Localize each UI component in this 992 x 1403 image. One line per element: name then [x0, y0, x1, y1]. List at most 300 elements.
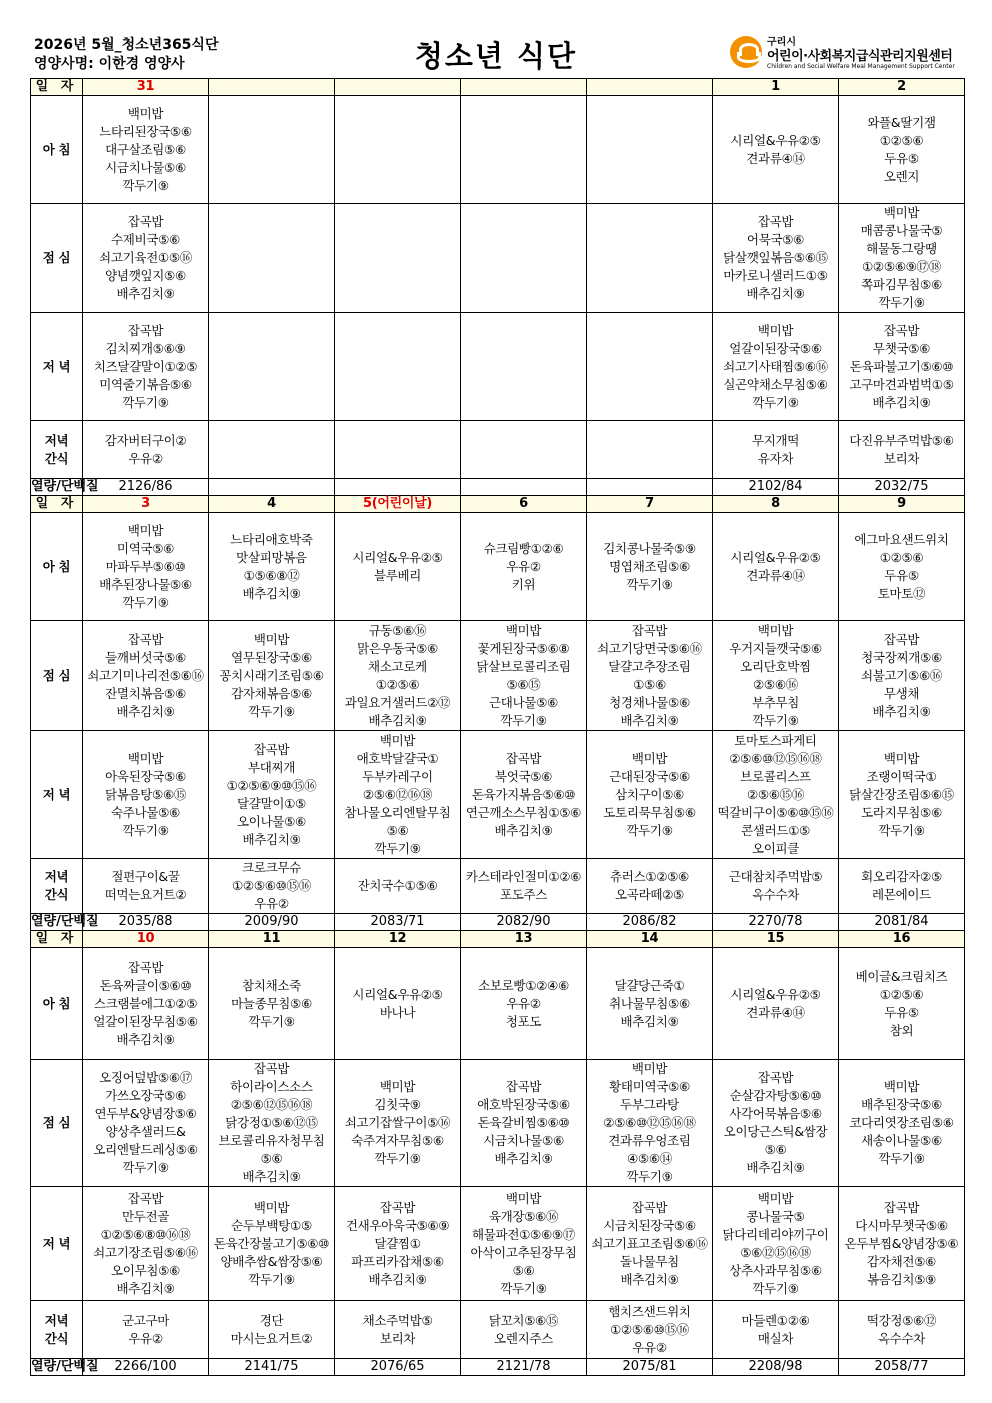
menu-item: 보리차 — [379, 1330, 416, 1346]
menu-subtitle: 2026년 5월_청소년365식단 — [34, 37, 219, 53]
menu-item: 아삭이고추된장무침 — [470, 1244, 577, 1260]
menu-item: 브로콜리유자청무침 — [218, 1133, 325, 1148]
menu-item: 오이당근스틱&쌈장 — [723, 1124, 828, 1139]
date-cell: 3 — [83, 496, 209, 513]
dinner-cell — [587, 731, 713, 859]
dinner-cell — [713, 1187, 839, 1301]
menu-item: 깍두기⑨ — [752, 394, 799, 410]
menu-item: 쇠고기잡쌀구이⑤⑯ — [344, 1115, 451, 1130]
menu-item: ⑤⑥⑮ — [506, 676, 541, 692]
menu-item: 깍두기⑨ — [374, 1151, 421, 1166]
menu-item: 깍두기⑨ — [752, 712, 799, 728]
menu-item: 달걀말이①⑤ — [237, 795, 306, 811]
lunch-cell — [587, 204, 713, 313]
menu-item: 근대참치주먹밥⑤ — [728, 869, 823, 884]
menu-item: 브로콜리스프 — [740, 768, 811, 784]
breakfast-cell — [713, 513, 839, 621]
breakfast-cell — [83, 96, 209, 204]
menu-item: 잡곡밥 — [127, 959, 164, 975]
snack-cell — [461, 421, 587, 479]
date-cell: 4 — [209, 496, 335, 513]
menu-item: 시리얼&우유②⑤ — [730, 986, 821, 1002]
menu-item: 해물동그랑땡 — [866, 241, 937, 256]
menu-item: 명엽채조림⑤⑥ — [609, 558, 690, 574]
menu-item: 깍두기⑨ — [878, 1151, 925, 1166]
menu-item: 마들렌①②⑥ — [741, 1312, 810, 1328]
dinner-label: 저 녁 — [31, 1187, 83, 1301]
breakfast-cell — [587, 96, 713, 204]
breakfast-cell — [587, 948, 713, 1060]
menu-item: 숙주겨자무침⑤⑥ — [351, 1133, 444, 1148]
menu-item: 과일요거샐러드②⑫ — [344, 694, 451, 710]
menu-item: 배추김치⑨ — [620, 1271, 679, 1287]
snack-cell — [461, 859, 587, 914]
date-cell — [209, 79, 335, 96]
breakfast-row — [31, 513, 965, 621]
menu-item: 깍두기⑨ — [500, 1280, 547, 1296]
menu-item: 김칫국⑨ — [374, 1097, 421, 1112]
menu-item: 배추김치⑨ — [368, 1271, 427, 1287]
kcal-cell — [587, 479, 713, 496]
menu-item: ②⑤⑥⑯ — [753, 676, 798, 692]
menu-item: ①②⑤⑥⑨⑩⑮⑯ — [226, 777, 317, 793]
menu-item: 우거지들깻국⑤⑥ — [729, 640, 822, 656]
menu-item: 쪽파김무침⑤⑥ — [861, 277, 942, 292]
date-cell: 14 — [587, 931, 713, 948]
menu-item: 잡곡밥 — [379, 1199, 416, 1215]
kcal-cell — [209, 479, 335, 496]
menu-item: ④⑤⑥⑭ — [627, 1151, 672, 1166]
dinner-cell — [839, 313, 965, 421]
menu-item: 쇠고기사태찜⑤⑥⑯ — [723, 358, 828, 374]
lunch-cell — [83, 204, 209, 313]
lunch-label: 점 심 — [31, 621, 83, 731]
date-cell: 10 — [83, 931, 209, 948]
menu-item: 돈육간장불고기⑤⑥⑩ — [213, 1235, 330, 1251]
kcal-cell: 2076/65 — [335, 1359, 461, 1376]
breakfast-cell — [713, 96, 839, 204]
dinner-cell — [713, 731, 839, 859]
menu-item: ①②⑤⑥⑩⑮⑯ — [232, 878, 311, 893]
menu-item: 견과류④⑭ — [746, 567, 805, 583]
menu-item: 수제비국⑤⑥ — [111, 232, 180, 247]
menu-item: 옥수수차 — [751, 887, 800, 902]
menu-item: 취나물무침⑤⑥ — [609, 995, 690, 1011]
menu-item: 닭살깻잎볶음⑤⑥⑮ — [723, 250, 828, 265]
lunch-cell — [335, 204, 461, 313]
breakfast-cell — [209, 948, 335, 1060]
dinner-cell — [713, 313, 839, 421]
menu-item: 치즈달걀말이①②⑤ — [93, 358, 198, 374]
menu-item: 도토리묵무침⑤⑥ — [603, 804, 696, 820]
snack-label — [31, 421, 83, 479]
menu-item: 실곤약채소무침⑤⑥ — [723, 376, 828, 392]
lunch-cell — [839, 621, 965, 731]
menu-item: 무생채 — [883, 685, 920, 701]
menu-item: 애호박된장국⑤⑥ — [477, 1097, 570, 1112]
lunch-cell — [209, 1060, 335, 1187]
menu-item: 바나나 — [379, 1004, 416, 1020]
menu-item: 시리얼&우유②⑤ — [730, 549, 821, 565]
menu-item: 고구마견과범벅①⑤ — [849, 376, 954, 392]
menu-item: 달걀당근죽① — [614, 977, 685, 993]
menu-item: 잡곡밥 — [631, 622, 668, 638]
menu-item: 블루베리 — [373, 567, 422, 583]
menu-item: 조랭이떡국① — [866, 768, 937, 784]
breakfast-cell — [83, 948, 209, 1060]
dinner-cell — [209, 313, 335, 421]
menu-item: 매실차 — [757, 1330, 794, 1346]
breakfast-cell — [839, 96, 965, 204]
menu-item: 쇠고기당면국⑤⑥⑯ — [597, 640, 702, 656]
dinner-label: 저 녁 — [31, 313, 83, 421]
menu-item: 마파두부⑤⑥⑩ — [105, 558, 186, 574]
menu-item: 돈육짜글이⑤⑥⑩ — [99, 977, 192, 993]
menu-item: 무지개떡 — [751, 432, 800, 448]
breakfast-cell — [83, 513, 209, 621]
menu-item: 오이무침⑤⑥ — [111, 1262, 180, 1278]
menu-item: 백미밥 — [127, 105, 164, 121]
breakfast-cell — [335, 513, 461, 621]
lunch-cell — [839, 204, 965, 313]
kcal-cell: 2270/78 — [713, 914, 839, 931]
menu-item: 잔멸치볶음⑤⑥ — [105, 685, 186, 701]
lunch-row — [31, 1060, 965, 1187]
kcal-cell: 2009/90 — [209, 914, 335, 931]
breakfast-cell — [461, 513, 587, 621]
date-label: 일 자 — [31, 931, 83, 948]
kcal-row — [31, 1359, 965, 1376]
menu-item: 옥수수차 — [877, 1330, 926, 1346]
menu-item: 근대나물⑤⑥ — [489, 694, 558, 710]
menu-item: 시금치나물⑤⑥ — [483, 1133, 564, 1148]
menu-item: 채소고로케 — [368, 658, 427, 674]
snack-label-line: 저녁 — [44, 1312, 69, 1328]
menu-item: 돈육갈비찜⑤⑥⑩ — [477, 1115, 570, 1130]
breakfast-row — [31, 96, 965, 204]
date-cell: 8 — [713, 496, 839, 513]
menu-item: 청포도 — [505, 1013, 542, 1029]
menu-item: 애호박달걀국① — [356, 750, 439, 766]
menu-item: 깍두기⑨ — [122, 1160, 169, 1175]
menu-item: 키위 — [511, 576, 536, 592]
lunch-cell — [839, 1060, 965, 1187]
lunch-row — [31, 204, 965, 313]
dinner-cell — [587, 1187, 713, 1301]
dinner-cell — [335, 731, 461, 859]
menu-item: 백미밥 — [127, 750, 164, 766]
menu-item: 채소주먹밥⑤ — [362, 1312, 433, 1328]
kcal-label: 열량/단백질 — [31, 479, 99, 494]
kcal-cell: 2035/88 — [83, 914, 209, 931]
menu-item: 부대찌개 — [247, 759, 296, 775]
smile-logo-icon — [730, 36, 762, 68]
date-cell — [335, 79, 461, 96]
menu-item: 슈크림빵①②⑥ — [483, 540, 564, 556]
menu-item: 시리얼&우유②⑤ — [352, 549, 443, 565]
snack-cell — [209, 859, 335, 914]
menu-item: ①②⑤⑥⑧⑩⑯⑱ — [100, 1226, 191, 1242]
menu-item: 경단 — [259, 1312, 284, 1328]
menu-item: 감자버터구이② — [104, 432, 187, 448]
menu-item: 어묵국⑤⑥ — [746, 232, 805, 247]
menu-item: 마시는요거트② — [230, 1330, 313, 1346]
snack-cell — [839, 1301, 965, 1359]
menu-item: 우유② — [128, 450, 163, 466]
snack-cell — [839, 421, 965, 479]
menu-item: 견과류④⑭ — [746, 150, 805, 166]
snack-label-line: 간식 — [44, 450, 69, 466]
lunch-cell — [713, 621, 839, 731]
menu-item: 잡곡밥 — [883, 322, 920, 338]
menu-item: 북엇국⑤⑥ — [494, 768, 553, 784]
dietitian-name: 영양사명: 이한경 영양사 — [34, 56, 185, 72]
date-cell: 11 — [209, 931, 335, 948]
menu-item: 파프리카잡채⑤⑥ — [351, 1253, 444, 1269]
menu-item: 회오리감자②⑤ — [861, 869, 942, 884]
org-city: 구리시 — [767, 37, 796, 48]
menu-item: 크로크무슈 — [242, 860, 301, 875]
menu-item: 깍두기⑨ — [626, 576, 673, 592]
menu-item: 다진유부주먹밥⑤⑥ — [849, 432, 954, 448]
date-cell: 31 — [83, 79, 209, 96]
dinner-row — [31, 313, 965, 421]
dinner-cell — [335, 313, 461, 421]
kcal-cell: 2266/100 — [83, 1359, 209, 1376]
date-cell: 7 — [587, 496, 713, 513]
date-cell: 5(어린이날) — [335, 496, 461, 513]
dinner-cell — [839, 731, 965, 859]
menu-item: 오이나물⑤⑥ — [237, 813, 306, 829]
menu-item: 배추김치⑨ — [242, 831, 301, 847]
menu-item: 카스테라인절미①②⑥ — [465, 869, 582, 884]
menu-item: 감자채볶음⑤⑥ — [231, 685, 312, 701]
menu-item: 사각어묵볶음⑤⑥ — [729, 1106, 822, 1121]
menu-item: 포도주스 — [499, 887, 548, 902]
menu-item: 깍두기⑨ — [248, 1271, 295, 1287]
menu-item: ②⑤⑥⑫⑯⑱ — [362, 786, 433, 802]
menu-item: 보리차 — [883, 450, 920, 466]
menu-item: 양배추쌈&쌈장⑤⑥ — [220, 1253, 323, 1269]
menu-item: 들깨버섯국⑤⑥ — [105, 649, 186, 665]
menu-item: 매콤콩나물국⑤ — [860, 223, 943, 238]
menu-item: 콩나물국⑤ — [746, 1208, 805, 1224]
breakfast-label: 아 침 — [31, 948, 83, 1060]
menu-item: ⑤⑥ — [512, 1262, 535, 1278]
menu-item: 배추김치⑨ — [242, 1169, 301, 1184]
snack-row — [31, 421, 965, 479]
menu-item: 배추김치⑨ — [116, 286, 175, 301]
menu-item: 배추김치⑨ — [116, 1031, 175, 1047]
snack-cell — [209, 421, 335, 479]
menu-item: 배추김치⑨ — [620, 1013, 679, 1029]
menu-item: 잡곡밥 — [883, 631, 920, 647]
menu-item: 두부카레구이 — [362, 768, 433, 784]
menu-item: 잡곡밥 — [253, 1061, 290, 1076]
menu-item: 김치찌개⑤⑥⑨ — [105, 340, 186, 356]
breakfast-cell — [713, 948, 839, 1060]
menu-item: 도라지무침⑤⑥ — [861, 804, 942, 820]
menu-item: 와플&딸기잼 — [867, 114, 936, 130]
menu-item: 유자차 — [757, 450, 794, 466]
menu-item: 삼치구이⑤⑥ — [615, 786, 684, 802]
date-row — [31, 931, 965, 948]
kcal-cell: 2075/81 — [587, 1359, 713, 1376]
menu-item: 오렌지주스 — [494, 1330, 553, 1346]
menu-item: 미역국⑤⑥ — [116, 540, 175, 556]
menu-item: 백미밥 — [379, 1079, 416, 1094]
dinner-cell — [587, 313, 713, 421]
menu-item: 해물파전①⑤⑥⑨⑰ — [472, 1226, 575, 1242]
lunch-cell — [713, 1060, 839, 1187]
menu-item: 배추김치⑨ — [746, 1160, 805, 1175]
date-cell: 12 — [335, 931, 461, 948]
menu-item: 가쓰오장국⑤⑥ — [105, 1088, 186, 1103]
menu-item: 쇠고기미나리전⑤⑥⑯ — [87, 667, 204, 683]
menu-item: 두유⑤ — [884, 567, 919, 583]
org-name: 어린이·사회복지급식관리지원센터 — [767, 49, 953, 64]
menu-item: 배추된장국⑤⑥ — [861, 1097, 942, 1112]
lunch-cell — [83, 621, 209, 731]
menu-item: 떡강정⑤⑥⑫ — [866, 1312, 937, 1328]
menu-item: ②⑤⑥⑮⑯ — [746, 786, 805, 802]
date-cell: 15 — [713, 931, 839, 948]
menu-item: 양념깻잎지⑤⑥ — [105, 268, 186, 283]
kcal-cell: 2208/98 — [713, 1359, 839, 1376]
menu-item: 오징어덮밥⑤⑥⑰ — [99, 1070, 192, 1085]
breakfast-row — [31, 948, 965, 1060]
menu-item: 마늘종무침⑤⑥ — [231, 995, 312, 1011]
date-label: 일 자 — [31, 79, 83, 96]
menu-item: 백미밥 — [757, 322, 794, 338]
date-cell: 1 — [713, 79, 839, 96]
snack-cell — [461, 1301, 587, 1359]
menu-item: 배추김치⑨ — [746, 286, 805, 301]
page-title: 청소년 식단 — [414, 39, 578, 73]
lunch-label: 점 심 — [31, 1060, 83, 1187]
menu-item: ②⑤⑥⑩⑫⑮⑯⑱ — [729, 750, 822, 766]
snack-cell — [713, 421, 839, 479]
lunch-cell — [209, 204, 335, 313]
menu-item: 달걀고추장조림 — [608, 658, 691, 674]
menu-item: 깍두기⑨ — [752, 1280, 799, 1296]
menu-item: 닭볶음탕⑤⑥⑮ — [104, 786, 187, 802]
date-cell: 9 — [839, 496, 965, 513]
menu-item: 아욱된장국⑤⑥ — [105, 768, 186, 784]
menu-item: 느타리된장국⑤⑥ — [99, 123, 192, 139]
menu-item: 깍두기⑨ — [122, 394, 169, 410]
menu-item: 배추김치⑨ — [116, 1280, 175, 1296]
menu-table — [30, 78, 965, 1376]
menu-item: 깍두기⑨ — [248, 703, 295, 719]
kcal-cell — [335, 479, 461, 496]
menu-item: 순살감자탕⑤⑥⑩ — [729, 1088, 822, 1103]
menu-item: 깍두기⑨ — [878, 295, 925, 310]
menu-item: 쇠고기육전①⑤⑯ — [99, 250, 192, 265]
menu-item: 깍두기⑨ — [626, 822, 673, 838]
menu-item: ①②⑤⑥ — [879, 986, 924, 1002]
menu-item: 꽃게된장국⑤⑥⑧ — [477, 640, 570, 656]
snack-label — [31, 1301, 83, 1359]
menu-item: 돌나물무침 — [620, 1253, 679, 1269]
menu-item: ①②⑤⑥ — [375, 676, 420, 692]
menu-item: ①⑤⑥⑧⑫ — [243, 567, 300, 583]
date-label: 일 자 — [31, 496, 83, 513]
dinner-cell — [839, 1187, 965, 1301]
menu-item: 백미밥 — [379, 732, 416, 748]
menu-item: 상추사과무침⑤⑥ — [729, 1262, 822, 1278]
menu-item: 백미밥 — [883, 750, 920, 766]
dinner-label: 저 녁 — [31, 731, 83, 859]
menu-item: 시금치된장국⑤⑥ — [603, 1217, 696, 1233]
menu-item: 꽁치시래기조림⑤⑥ — [219, 667, 324, 683]
menu-item: 우유② — [254, 896, 289, 911]
menu-item: 깍두기⑨ — [122, 822, 169, 838]
menu-item: 우유② — [632, 1339, 667, 1355]
menu-item: 잡곡밥 — [757, 1070, 794, 1085]
menu-item: 새송이나물⑤⑥ — [861, 1133, 942, 1148]
kcal-cell: 2086/82 — [587, 914, 713, 931]
menu-item: 잡곡밥 — [883, 1199, 920, 1215]
menu-item: 배추김치⑨ — [494, 822, 553, 838]
menu-item: 깍두기⑨ — [500, 712, 547, 728]
lunch-row — [31, 621, 965, 731]
lunch-cell — [461, 204, 587, 313]
menu-item: 배추김치⑨ — [872, 703, 931, 719]
menu-item: 절편구이&꿀 — [111, 869, 180, 884]
menu-item: 깍두기⑨ — [122, 177, 169, 193]
menu-item: 잡곡밥 — [757, 214, 794, 229]
menu-item: 오리단호박찜 — [740, 658, 811, 674]
menu-item: 건새우아욱국⑤⑥⑨ — [345, 1217, 450, 1233]
menu-item: ②⑤⑥⑩⑫⑮⑯⑱ — [603, 1115, 696, 1130]
menu-item: 백미밥 — [631, 1061, 668, 1076]
dinner-cell — [83, 731, 209, 859]
kcal-cell: 2032/75 — [839, 479, 965, 496]
menu-item: 닭살간장조림⑤⑥⑮ — [849, 786, 954, 802]
menu-item: 토마토스파게티 — [734, 732, 817, 748]
snack-cell — [209, 1301, 335, 1359]
breakfast-cell — [209, 96, 335, 204]
menu-item: 견과류④⑭ — [746, 1004, 805, 1020]
menu-item: 대구살조림⑤⑥ — [105, 141, 186, 157]
menu-item: 배추김치⑨ — [116, 703, 175, 719]
kcal-cell: 2121/78 — [461, 1359, 587, 1376]
kcal-cell: 2082/90 — [461, 914, 587, 931]
menu-item: ①②⑤⑥ — [879, 549, 924, 565]
menu-item: 백미밥 — [253, 1199, 290, 1215]
snack-label-line: 저녁 — [44, 869, 69, 884]
menu-item: 코다리엿장조림⑤⑥ — [849, 1115, 954, 1130]
menu-item: 깍두기⑨ — [374, 840, 421, 856]
breakfast-cell — [461, 948, 587, 1060]
menu-item: 백미밥 — [757, 622, 794, 638]
menu-item: 백미밥 — [505, 1190, 542, 1206]
lunch-cell — [461, 1060, 587, 1187]
date-cell — [461, 79, 587, 96]
snack-cell — [713, 1301, 839, 1359]
menu-item: 오이피클 — [751, 840, 800, 856]
menu-item: 열무된장국⑤⑥ — [231, 649, 312, 665]
dinner-row — [31, 1187, 965, 1301]
breakfast-cell — [839, 948, 965, 1060]
menu-item: 두유⑤ — [884, 1004, 919, 1020]
menu-item: 백미밥 — [631, 750, 668, 766]
lunch-cell — [713, 204, 839, 313]
snack-cell — [587, 421, 713, 479]
menu-item: 잡곡밥 — [631, 1199, 668, 1215]
menu-item: 깍두기⑨ — [248, 1013, 295, 1029]
